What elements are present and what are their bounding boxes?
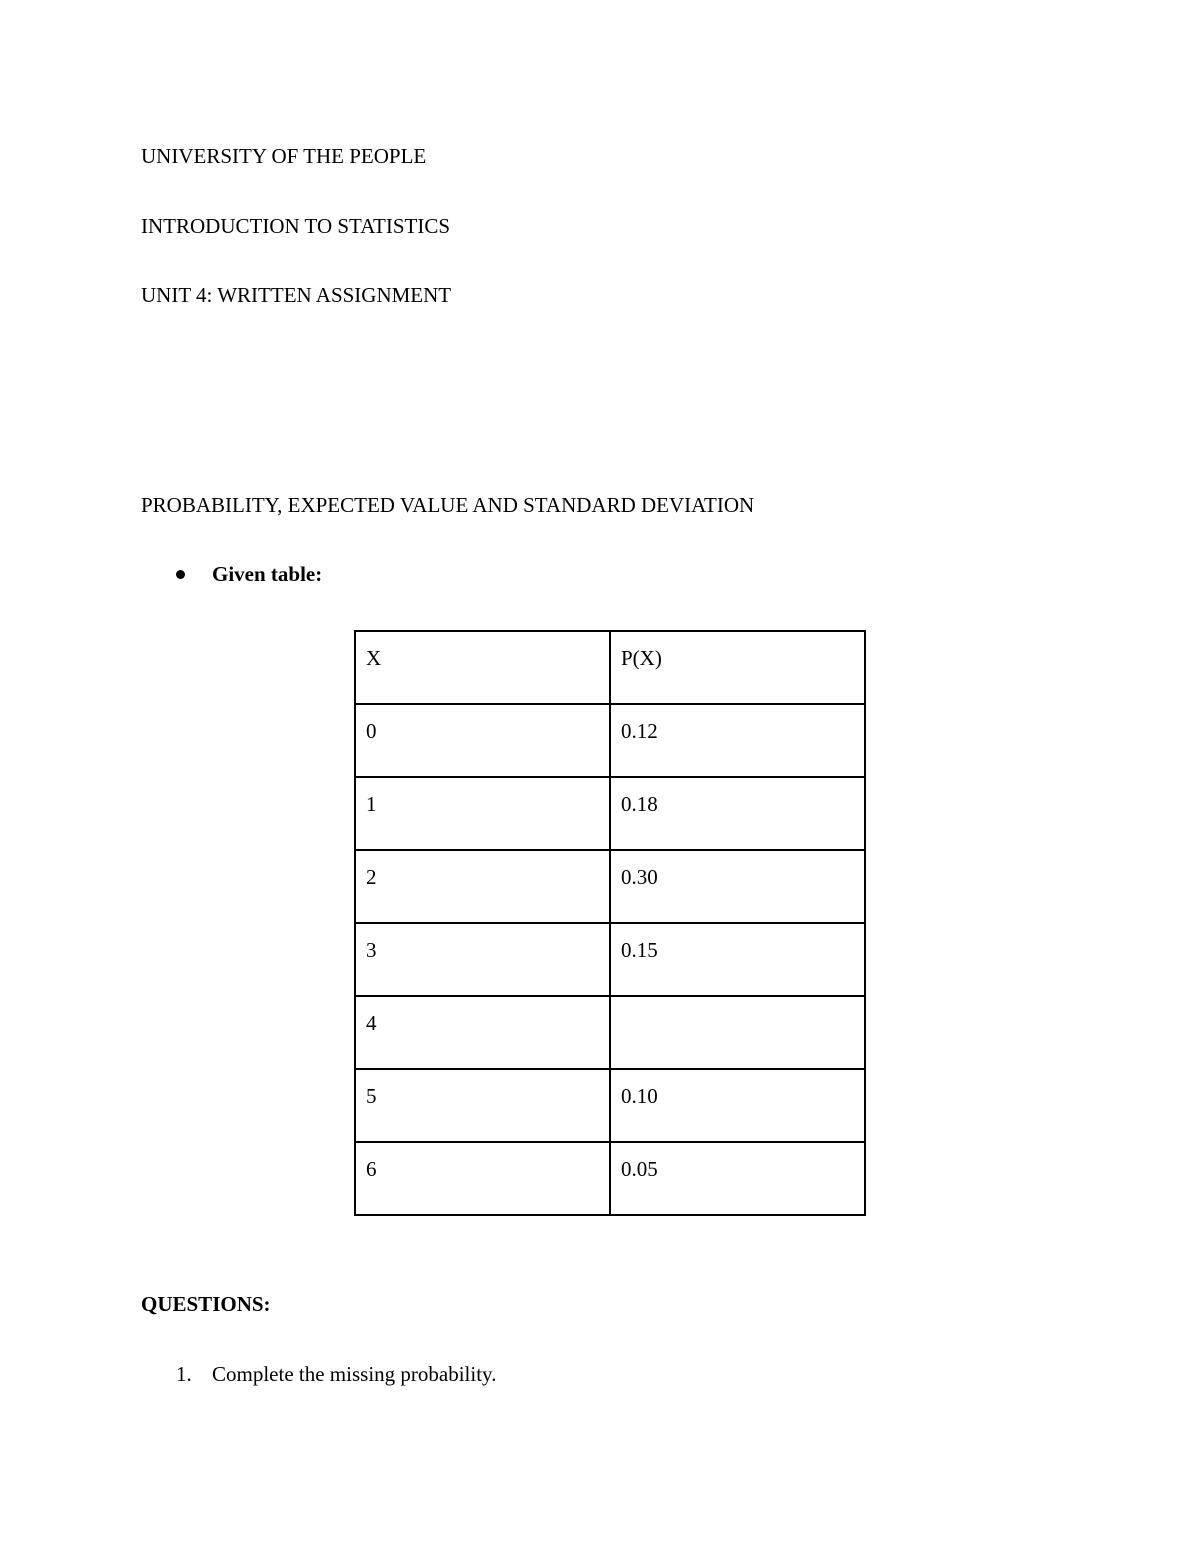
table-cell-x [355,1142,610,1215]
table-cell-px [610,1069,865,1142]
course-title: INTRODUCTION TO STATISTICS [141,214,451,238]
cell-x-value: 2 [366,865,377,889]
university-name: UNIVERSITY OF THE PEOPLE [141,144,427,168]
table-cell-x [355,850,610,923]
question-text: Complete the missing probability. [212,1362,497,1386]
cell-px-value: 0.12 [621,719,658,743]
table-row [355,777,865,850]
topic-heading: PROBABILITY, EXPECTED VALUE AND STANDARD DEVIATION [141,493,755,517]
questions-heading: QUESTIONS: [141,1292,271,1316]
table-header-x: X [366,646,382,670]
given-table-label: Given table: [212,562,323,586]
table-row [355,923,865,996]
table-row [355,704,865,777]
table-header-cell-x [355,631,610,704]
table-row [355,1142,865,1215]
table-row [355,850,865,923]
question-number: 1. [176,1362,192,1386]
probability-table [354,630,866,1216]
cell-x-value: 1 [366,792,377,816]
cell-x-value: 6 [366,1157,377,1181]
table-row [355,1069,865,1142]
cell-px-value: 0.10 [621,1084,658,1108]
bullet-icon [176,570,185,579]
table-cell-x [355,777,610,850]
cell-px-value: 0.30 [621,865,658,889]
table-row [355,996,865,1069]
assignment-title: UNIT 4: WRITTEN ASSIGNMENT [141,283,452,307]
cell-px-value: 0.15 [621,938,658,962]
table-header-row [355,631,865,704]
cell-px-value: 0.05 [621,1157,658,1181]
cell-px-value: 0.18 [621,792,658,816]
table-cell-px [610,850,865,923]
table-header-px: P(X) [621,646,662,670]
table-cell-x [355,704,610,777]
table-cell-x [355,996,610,1069]
cell-x-value: 3 [366,938,377,962]
cell-x-value: 0 [366,719,377,743]
cell-x-value: 4 [366,1011,377,1035]
table-cell-px [610,777,865,850]
cell-x-value: 5 [366,1084,377,1108]
table-cell-x [355,1069,610,1142]
table-cell-px [610,923,865,996]
table-cell-px [610,704,865,777]
table-cell-x [355,923,610,996]
table-cell-px [610,1142,865,1215]
cell-px-value [621,997,864,1011]
table-cell-px-empty [610,996,865,1069]
table-header-cell-px [610,631,865,704]
